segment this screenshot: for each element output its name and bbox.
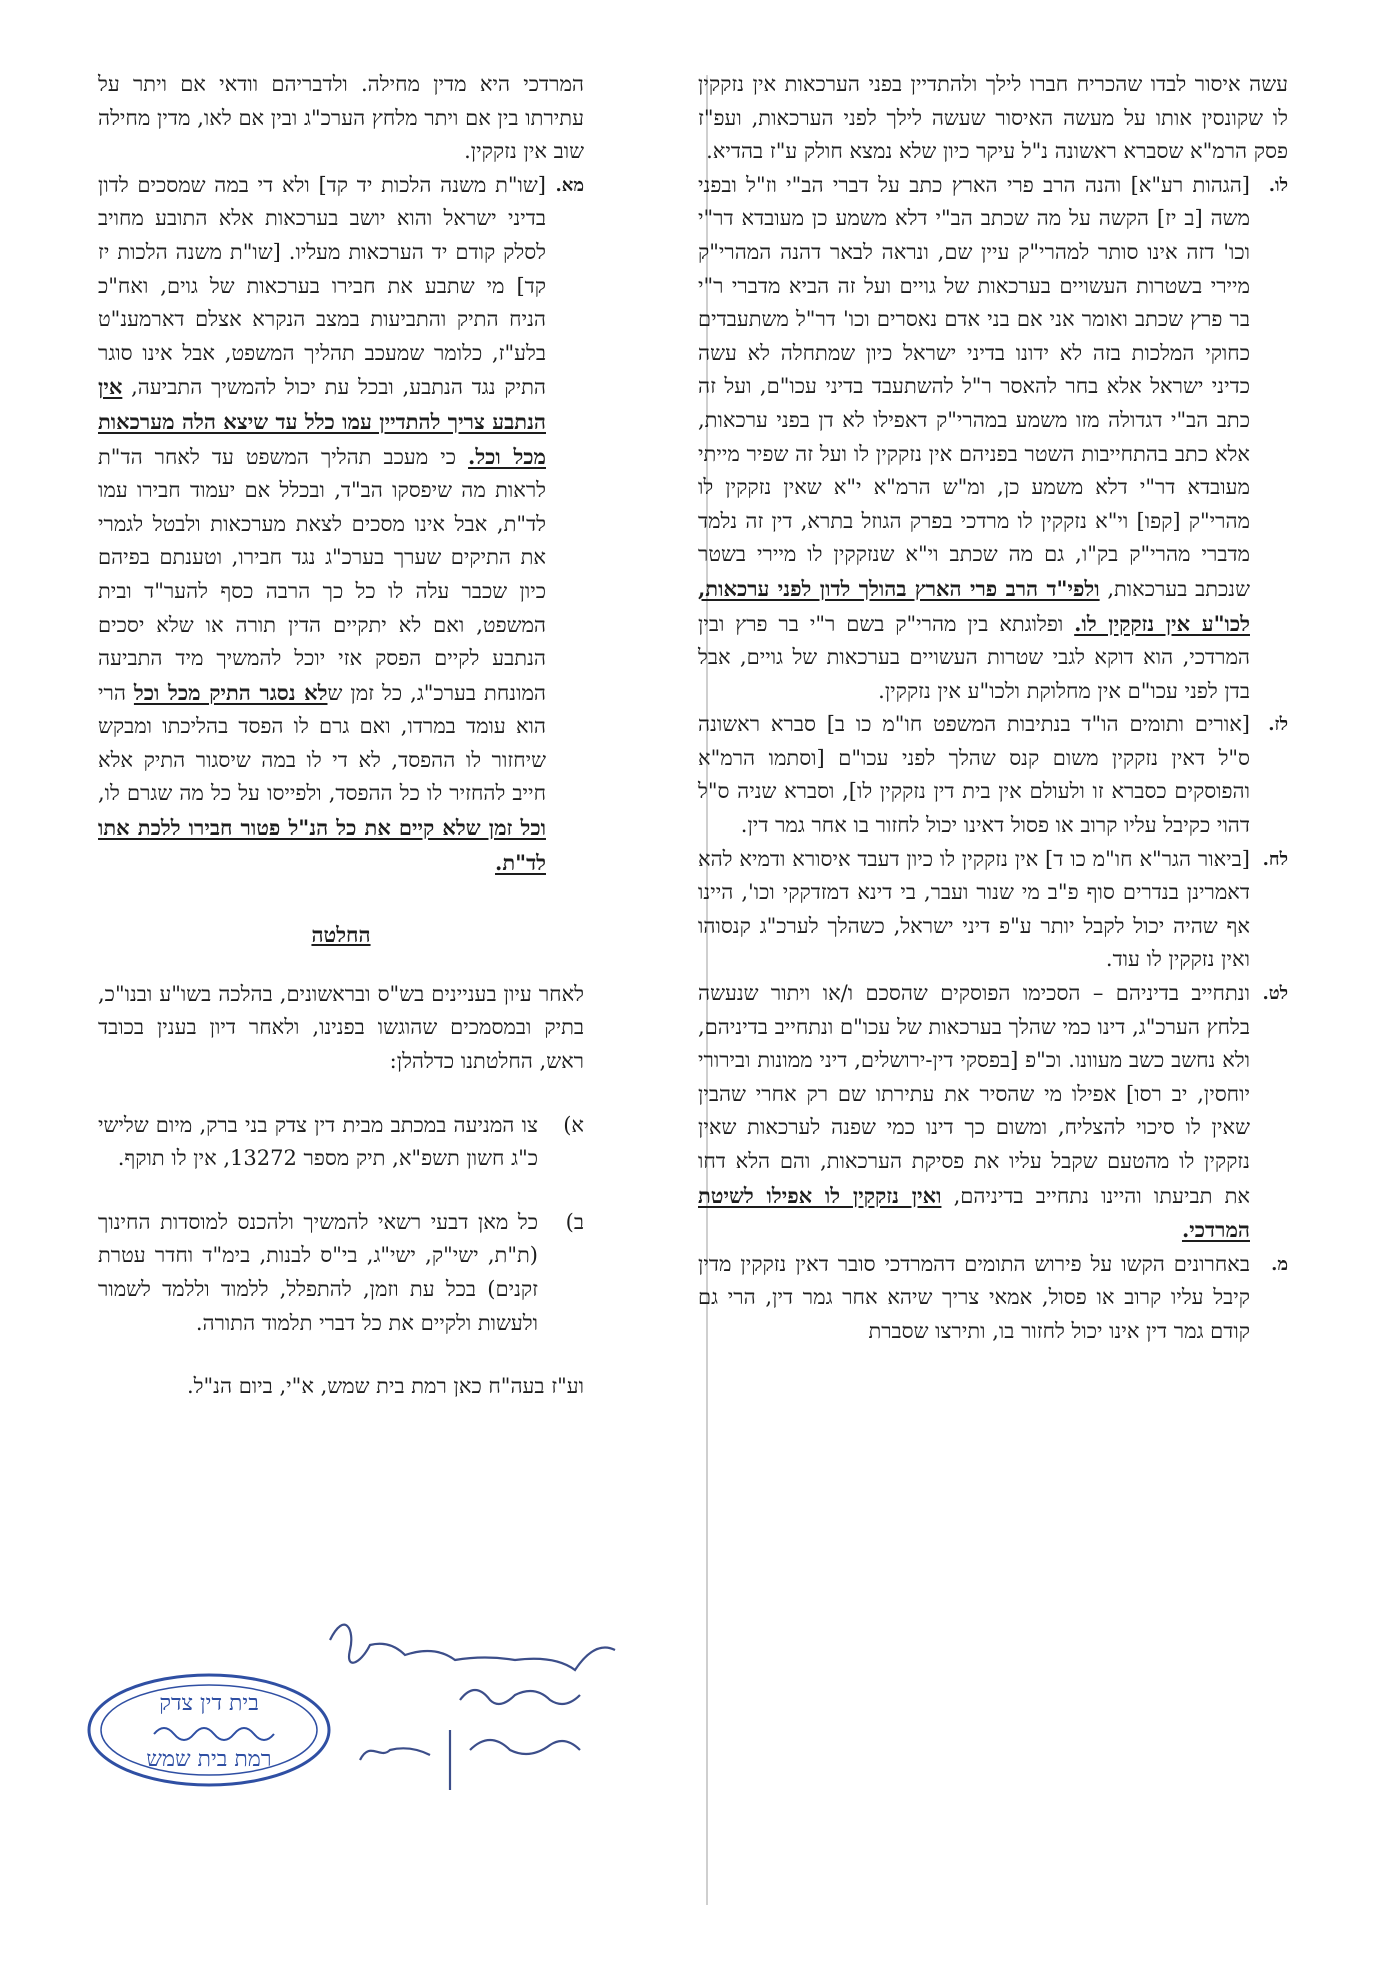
signature-area — [80, 1610, 640, 1870]
entry-number: לו. — [1268, 174, 1288, 196]
item-text: צו המניעה במכתב מבית דין צדק בני ברק, מיום שלישי כ"ג חשון תשפ"א, תיק מספר 13272, אין לו תוקף. — [98, 1112, 538, 1171]
left-intro: המרדכי היא מדין מחילה. ולדבריהם וודאי אם ויתר על עתירתו בין אם ויתר מלחץ הערכ"ג ובין אם לאו, מדין מחילה שוב אין נזקקין. — [98, 72, 584, 164]
handwritten-signatures — [320, 1610, 640, 1860]
signature-3 — [360, 1730, 580, 1790]
emphasized-text: לא נסגר התיק מכל וכל — [133, 679, 328, 705]
entry-38 — [698, 843, 1288, 977]
item-text: כל מאן דבעי רשאי להמשיך ולהכנס למוסדות החינוך (ת"ת, ישי"ק, ישי"ג, בי"ס לבנות, בימ"ד וחדר עטרת זקנים) בכל עת וזמן, להתפלל, ללמוד וללמד לשמור ולעשות ולקיים את כל דברי תלמוד התורה. — [98, 1209, 538, 1335]
entry-text-part: [שו"ת משנה הלכות יד קד] ולא די במה שמסכים לדון בדיני ישראל והוא יושב בערכאות אלא התובע מחויב לסלק קודם יד הערכאות מעליו. [שו"ת משנה הלכות יז קד] מי שתבע את חבירו בערכאות של גוים, ואח"כ הניח התיק והתביעות במצב הנקרא אצלם דארמענ"ט בלע"ז, כלומר שמעכב תהליך המשפט, אבל אינו סוגר התיק נגד הנתבע, ובכל עת יכול להמשיך התביעה, — [98, 172, 546, 400]
court-stamp — [84, 1670, 334, 1790]
entry-number: מא. — [555, 174, 584, 196]
left-column — [98, 68, 584, 1404]
entry-number: לח. — [1262, 848, 1288, 870]
emphasized-text: אין הנתבע צריך להתדיין עמו כלל עד שיצא הלה מערכאות מכל וכל. — [98, 374, 546, 469]
entry-number: לט. — [1262, 983, 1288, 1005]
entry-text — [98, 169, 546, 880]
entry-39 — [698, 977, 1288, 1248]
decision-item-a — [98, 1109, 584, 1176]
entry-37 — [698, 708, 1288, 842]
entry-text-part: כי מעכב תהליך המשפט עד לאחר הד"ת לראות מה שיפסקו הב"ד, ובכלל אם יעמוד חבירו עמו לד"ת, אבל אינו מסכים לצאת מערכאות ולבטל לגמרי את התיקים שערך בערכ"ג נגד חבירו, וטענתם בפיהם כיון שכבר עלה לו כל כך הרבה כסף להער"ד ובית המשפט, ואם לא יתקיים הדין תורה או שלא יסכים הנתבע לקיים הפסק אזי יוכל להמשיך מיד התביעה המונחת בערכ"ג, כל זמן ש — [98, 444, 546, 705]
entry-text: [אורים ותומים הו"ד בנתיבות המשפט חו"מ כו ב] סברא ראשונה ס"ל דאין נזקקין משום קנס שהלך לפני עכו"ם [וסתמו הרמ"א והפוסקים כסברא זו ולעולם אין בית דין נזקקין לו], וסברא שניה ס"ל דהוי כקיבל עליו קרוב או פסול דאינו יכול לחזור בו אחר גמר דין. — [698, 712, 1250, 838]
right-intro: עשה איסור לבדו שהכריח חברו לילך ולהתדיין בפני הערכאות אין נזקקין לו שקונסין אותו על מעשה האיסור שעשה לילך לפני הערכאות, ועפ"ז פסק הרמ"א שסברא ראשונה נ"ל עיקר כיון שלא נמצא חולק ע"ז בהדיא. — [698, 72, 1288, 164]
signature-2 — [460, 1690, 580, 1704]
entry-36 — [698, 169, 1288, 709]
entry-text: באחרונים הקשו על פירוש התומים דהמרדכי סובר דאין נזקקין מדין קיבל עליו קרוב או פסול, אמאי צריך שיהא אחר גמר דין, הרי גם קודם גמר דין אינו יכול לחזור בו, ותירצו שסברת — [698, 1251, 1250, 1343]
entry-text-part: ופלוגתא בין מהרי"ק בשם ר"י בר פרץ ובין המרדכי, הוא דוקא לגבי שטרות העשויים בערכאות של גויים, אבל בדן לפני עכו"ם אין מחלוקת ולכו"ע אין נזקקין. — [698, 611, 1250, 703]
entry-40 — [698, 1248, 1288, 1349]
right-column — [698, 68, 1288, 1349]
decision-title: החלטה — [311, 922, 371, 948]
emphasized-text: וכל זמן שלא קיים את כל הנ"ל פטור חבירו ללכת אתו לד"ת. — [98, 815, 546, 875]
entry-text-part: ונתחייב בדיניהם – הסכימו הפוסקים שהסכם ו/או ויתור שנעשה בלחץ הערכ"ג, דינו כמי שהלך בערכאות של עכו"ם ונתחייב בדיניהם, ולא נחשב כשב מעוונו. וכ"פ [בפסקי דין-ירושלים, דיני ממונות ובירורי יוחסין, יב רסו] אפילו מי שהסיר את עתירתו שם רק אחרי שהבין שאין לו סיכוי להצליח, ומשום כך דינו כמי שפנה לערכאות שאין נזקקין לו מהטעם שקבל עליו את פסיקת הערכאות, והם הלא דחו את תביעתו והיינו נתחייב בדיניהם, — [698, 981, 1250, 1208]
entry-number: מ. — [1271, 1253, 1288, 1275]
signature-1 — [330, 1625, 615, 1670]
stamp-bottom-text: רמת בית שמש — [146, 1747, 272, 1772]
stamp-signature-scribble — [154, 1728, 274, 1740]
entry-text: [ביאור הגר"א חו"מ כו ד] אין נזקקין לו כיון דעבד איסורא ודמיא להא דאמרינן בנדרים סוף פ"ב מי שנור ועבר, בי דינא דמזדקקי וכו', היינו אף שהיה יכול לקבל יותר ע"פ דיני ישראל, כשהלך לערכ"ג קנסוהו ואין נזקקין לו עוד. — [698, 846, 1250, 972]
item-label: ב) — [565, 1209, 584, 1234]
emphasized-text: ואין נזקקין לו אפילו לשיטת המרדכי. — [698, 1182, 1250, 1243]
entry-text-part: הרי הוא עומד במרדו, ואם גרם לו הפסד בהליכתו ומבקש שיחזור לו ההפסד, לא די לו במה שיסגור התיק אלא חייב להחזיר לו כל ההפסד, ולפייסו על כל מה שגרם לו, — [98, 680, 546, 806]
entry-41 — [98, 169, 584, 880]
closing-line: וע"ז בעה"ח כאן רמת בית שמש, א"י, ביום הנ"ל. — [186, 1374, 584, 1399]
item-label: א) — [563, 1112, 584, 1137]
entry-text — [698, 977, 1250, 1248]
decision-item-b — [98, 1206, 584, 1340]
entry-text — [698, 169, 1250, 709]
emphasized-text: ולפי"ד הרב פרי הארץ בהולך לדון לפני ערכאות, לכו"ע אין נזקקין לו. — [698, 575, 1250, 636]
stamp-top-text: בית דין צדק — [159, 1691, 259, 1716]
entry-number: לז. — [1268, 714, 1288, 736]
decision-intro: לאחר עיון בעניינים בש"ס ובראשונים, בהלכה בשו"ע ובנו"כ, בתיק ובמסמכים שהוגשו בפנינו, ולאחר דיון בענין בכובד ראש, החלטתנו כדלהלן: — [98, 981, 584, 1074]
entry-text-part: [הגהות רע"א] והנה הרב פרי הארץ כתב על דברי הב"י וז"ל ובפני משה [ב יז] הקשה על מה שכתב הב"י דלא משמע כן מעובדא דר"י וכו' דזה אינו סותר למהרי"ק עיין שם, ונראה לבאר דהנה המהרי"ק מיירי בשטרות העשויים בערכאות של גויים ועל זה הביא מדברי ר"י בר פרץ שכתב ואומר אני אם בני אדם נאסרים וכו' דר"ל משתעבדים כחוקי המלכות בזה לא ידונו בדיני ישראל כיון שמתחלה לא עשה כדיני ישראל אלא בחר להאסר ר"ל להשתעבד בדיני עכו"ם, ועל זה כתב הב"י דגדולה מזו משמע במהרי"ק דאפילו לא דן בפני ערכאות, אלא כתב בהתחייבות השטר בפניהם אין נזקקין לו ועל זה שפיר מייתי מעובדא דר"י דלא משמע כן, ומ"ש הרמ"א י"א שאין נזקקין לו מהרי"ק [קפו] וי"א נזקקין לו מרדכי בפרק הגוזל בתרא, דין זה נלמד מדברי מהרי"ק בק"ו, גם מה שכתב וי"א שנזקקין לו מיירי בשטר שנכתב בערכאות, — [698, 172, 1250, 601]
